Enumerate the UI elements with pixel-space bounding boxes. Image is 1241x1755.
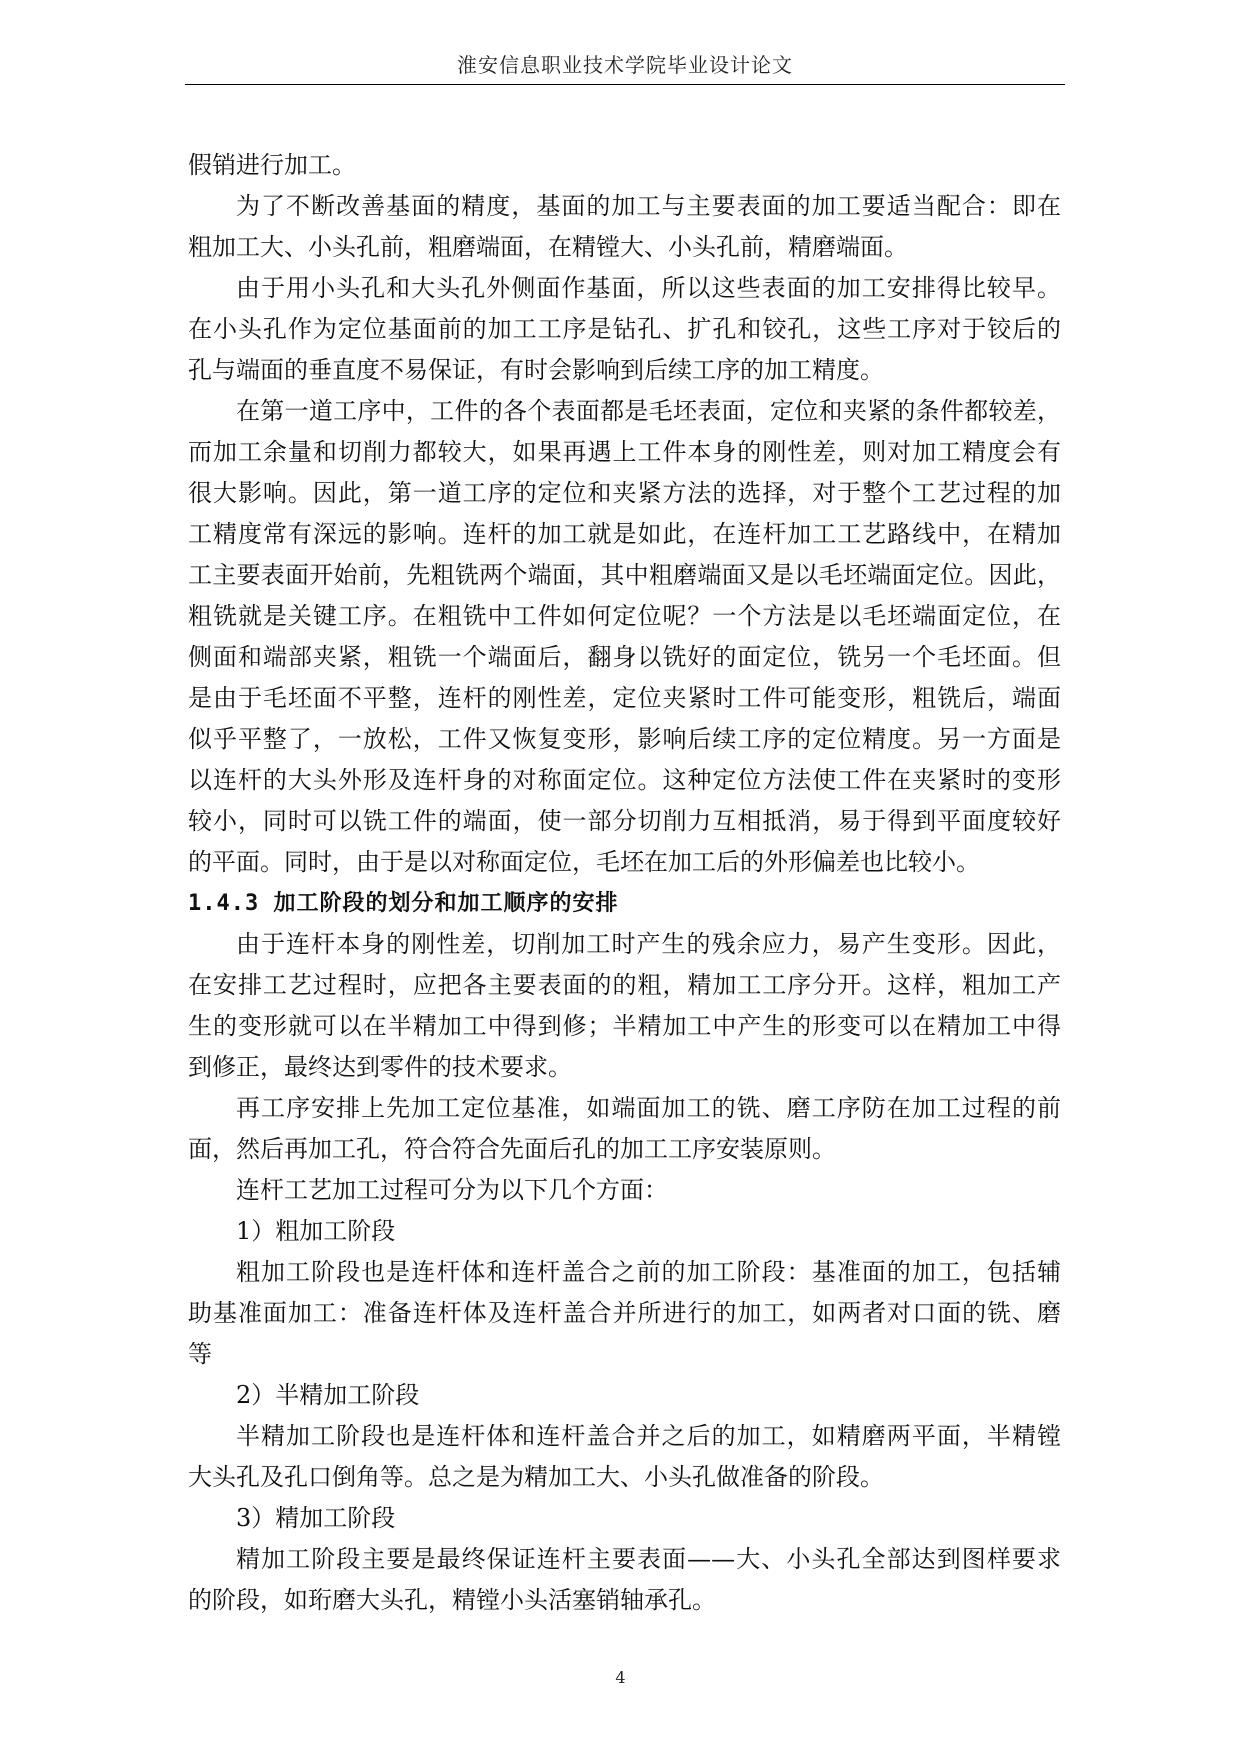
paragraph-line: 的阶段，如珩磨大头孔，精镗小头活塞销轴承孔。 <box>188 1586 716 1614</box>
paragraph-line: 粗铣就是关键工序。在粗铣中工件如何定位呢？一个方法是以毛坯端面定位，在 <box>188 602 1061 630</box>
paragraph-line: 1）粗加工阶段 <box>236 1217 396 1245</box>
document-body <box>188 145 1061 1621</box>
paragraph-line: 以连杆的大头外形及连杆身的对称面定位。这种定位方法使工件在夹紧时的变形 <box>188 766 1061 794</box>
paragraph-line: 侧面和端部夹紧，粗铣一个端面后，翻身以铣好的面定位，铣另一个毛坯面。但 <box>188 643 1061 671</box>
paragraph-line: 在小头孔作为定位基面前的加工工序是钻孔、扩孔和铰孔，这些工序对于铰后的 <box>188 315 1061 343</box>
paragraph-line: 工主要表面开始前，先粗铣两个端面，其中粗磨端面又是以毛坯端面定位。因此， <box>188 561 1061 589</box>
paragraph-line: 精加工阶段主要是最终保证连杆主要表面——大、小头孔全部达到图样要求 <box>236 1545 1061 1573</box>
paragraph-line: 3）精加工阶段 <box>236 1504 396 1532</box>
page-number: 4 <box>615 1668 626 1687</box>
paragraph-line: 在第一道工序中，工件的各个表面都是毛坯表面，定位和夹紧的条件都较差， <box>236 397 1061 425</box>
paragraph-line: 为了不断改善基面的精度，基面的加工与主要表面的加工要适当配合：即在 <box>236 192 1061 220</box>
header-divider <box>185 84 1065 85</box>
paragraph-line: 再工序安排上先加工定位基准，如端面加工的铣、磨工序防在加工过程的前 <box>236 1094 1061 1122</box>
paragraph-line: 假销进行加工。 <box>188 151 356 179</box>
paragraph-line: 助基准面加工：准备连杆体及连杆盖合并所进行的加工，如两者对口面的铣、磨 <box>188 1299 1061 1327</box>
section-heading: 1.4.3 加工阶段的划分和加工顺序的安排 <box>188 891 619 916</box>
paragraph-line: 半精加工阶段也是连杆体和连杆盖合并之后的加工，如精磨两平面，半精镗 <box>236 1422 1061 1450</box>
paragraph-line: 很大影响。因此，第一道工序的定位和夹紧方法的选择，对于整个工艺过程的加 <box>188 479 1061 507</box>
paragraph-line: 到修正，最终达到零件的技术要求。 <box>188 1053 572 1081</box>
paragraph-line: 由于用小头孔和大头孔外侧面作基面，所以这些表面的加工安排得比较早。 <box>236 274 1061 302</box>
paragraph-line: 而加工余量和切削力都较大，如果再遇上工件本身的刚性差，则对加工精度会有 <box>188 438 1061 466</box>
paragraph-line: 粗加工大、小头孔前，粗磨端面，在精镗大、小头孔前，精磨端面。 <box>188 233 908 261</box>
paragraph-line: 的平面。同时，由于是以对称面定位，毛坯在加工后的外形偏差也比较小。 <box>188 848 980 876</box>
paragraph-line: 等 <box>188 1340 212 1368</box>
paragraph-line: 孔与端面的垂直度不易保证，有时会影响到后续工序的加工精度。 <box>188 356 884 384</box>
paragraph-line: 面，然后再加工孔，符合符合先面后孔的加工工序安装原则。 <box>188 1135 836 1163</box>
paragraph-line: 粗加工阶段也是连杆体和连杆盖合之前的加工阶段：基准面的加工，包括辅 <box>236 1258 1061 1286</box>
paragraph-line: 较小，同时可以铣工件的端面，使一部分切削力互相抵消，易于得到平面度较好 <box>188 807 1061 835</box>
paragraph-line: 大头孔及孔口倒角等。总之是为精加工大、小头孔做准备的阶段。 <box>188 1463 884 1491</box>
paragraph-line: 是由于毛坯面不平整，连杆的刚性差，定位夹紧时工件可能变形，粗铣后，端面 <box>188 684 1061 712</box>
paragraph-line: 在安排工艺过程时，应把各主要表面的的粗，精加工工序分开。这样，粗加工产 <box>188 971 1061 999</box>
paragraph-line: 工精度常有深远的影响。连杆的加工就是如此，在连杆加工工艺路线中，在精加 <box>188 520 1061 548</box>
paragraph-line: 连杆工艺加工过程可分为以下几个方面： <box>236 1176 668 1204</box>
paragraph-line: 由于连杆本身的刚性差，切削加工时产生的残余应力，易产生变形。因此， <box>236 930 1061 958</box>
paragraph-line: 生的变形就可以在半精加工中得到修；半精加工中产生的形变可以在精加工中得 <box>188 1012 1061 1040</box>
paragraph-line: 似乎平整了，一放松，工件又恢复变形，影响后续工序的定位精度。另一方面是 <box>188 725 1061 753</box>
page-header-title: 淮安信息职业技术学院毕业设计论文 <box>457 53 793 77</box>
paragraph-line: 2）半精加工阶段 <box>236 1381 420 1409</box>
